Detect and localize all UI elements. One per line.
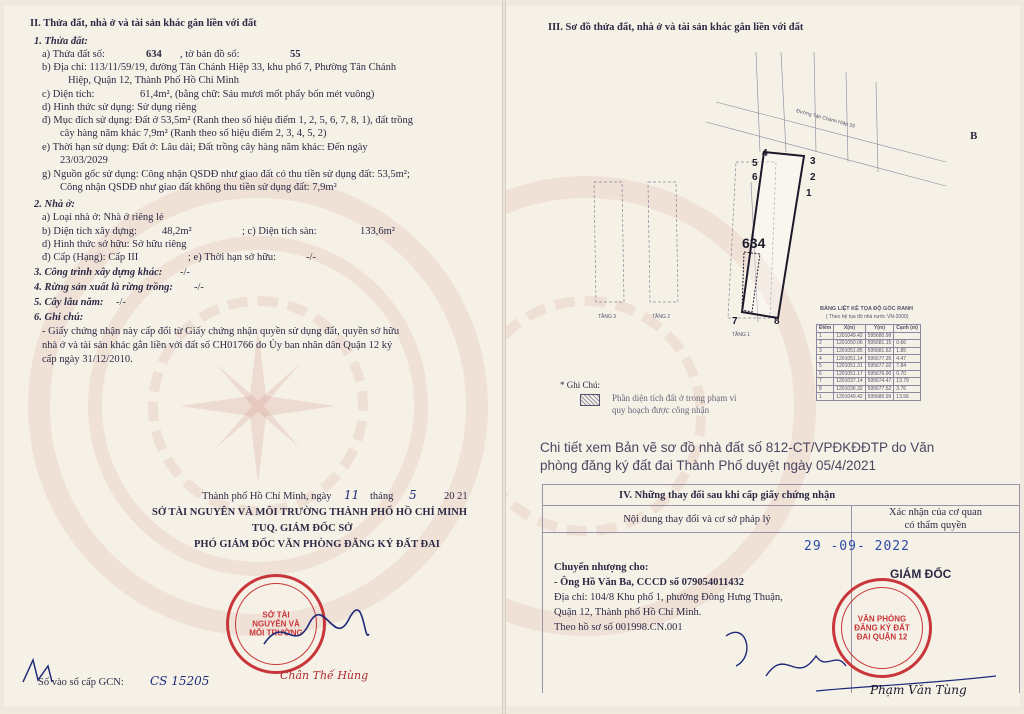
issue-date-prefix: Thành phố Hồ Chí Minh, ngày [202,491,332,502]
coord-row [817,347,921,355]
floor-area-label: ; c) Diện tích sàn: [242,226,317,237]
director-title: GIÁM ĐỐC [890,567,952,581]
parcel-number: 634 [146,49,162,60]
coord-cell: 595677.02 [865,362,894,370]
signature-left [254,604,374,664]
coord-row [817,340,921,348]
coord-cell: 595677.52 [865,385,894,393]
section3-title: III. Sơ đồ thửa đất, nhà ở và tài sản khác gắn liền với đất [548,22,804,33]
forest-label: 4. Rừng sản xuất là rừng trồng: [34,282,173,293]
section2-title: II. Thửa đất, nhà ở và tài sản khác gắn liền với đất [30,18,257,29]
stamp-text: SỞ TÀI NGUYÊN VÀ MÔI TRƯỜNG [249,610,303,638]
coord-cell: 1 [817,393,834,401]
note-label: * Ghi Chú: [560,380,601,390]
road-label: Đường Tân Chánh Hiệp 33 [795,108,856,130]
note-line2: nhà ở và tài sản khác gắn liền với đất số CH01766 do Ủy ban nhân dân Quận 12 ký [42,340,393,351]
authority-line2: TUQ. GIÁM ĐỐC SỞ [252,523,353,534]
coord-cell: 1201051.85 [834,347,865,355]
site-diagram [546,52,946,342]
other-construction-value: -/- [180,267,190,278]
point-6: 6 [752,172,758,183]
point-4: 4 [762,148,768,159]
note-text-line1: Phần diện tích đất ở trong phạm vi [612,393,737,403]
register-value: CS 15205 [150,674,210,688]
coord-row [817,378,921,386]
coord-table-title: BẢNG LIỆT KÊ TỌA ĐỘ GÓC RANH [820,306,913,312]
coord-table-body [817,332,921,400]
coord-cell: 1201036.32 [834,385,865,393]
coord-table-subtitle: ( Theo hệ tọa độ nhà nước VN-2000) [826,314,909,320]
changes-col2-header-line2: có thẩm quyền [904,520,967,531]
coord-cell: 595680.99 [865,332,894,340]
coord-row [817,370,921,378]
point-7: 7 [732,316,738,327]
coord-row [817,362,921,370]
note-line1: - Giấy chứng nhận này cấp đổi từ Giấy chứng nhận quyền sử dụng đất, quyền sở hữu [42,326,400,337]
coord-cell: 0.66 [894,340,921,348]
change-line4: Quận 12, Thành phố Hồ Chí Minh. [554,607,702,618]
address-line1: b) Địa chỉ: 113/11/59/19, đường Tân Chánh Hiệp 33, khu phố 7, Phường Tân Chánh [42,62,397,73]
change-line1: Chuyển nhượng cho: [554,562,649,573]
b-mark: B [970,130,978,142]
build-area-value: 48,2m² [162,226,192,237]
change-date-stamp: 29 -09- 2022 [804,539,910,554]
point-2: 2 [810,172,816,183]
issue-year: 20 21 [444,491,468,502]
point-8: 8 [774,316,780,327]
origin-line2: Công nhận QSDĐ như giao đất không thu tiền sử dụng đất: 7,9m² [60,182,337,193]
coord-row [817,355,921,363]
coord-cell: 595676.90 [865,370,894,378]
floor-area-value: 133,6m² [360,226,395,237]
left-page [4,6,502,706]
usage-term-line2: 23/03/2029 [60,155,108,166]
authority-line1: SỞ TÀI NGUYÊN VÀ MÔI TRƯỜNG THÀNH PHỐ HỒ CHÍ MINH [152,507,468,518]
coord-cell: 3 [817,347,834,355]
changes-col1-header: Nội dung thay đổi và cơ sở pháp lý [543,506,852,533]
perennial-value: -/- [116,297,126,308]
address-line2: Hiệp, Quận 12, Thành Phố Hồ Chí Minh [68,75,240,86]
usage-form: d) Hình thức sử dụng: Sử dụng riêng [42,102,197,113]
area-value: 61,4m², (bằng chữ: Sáu mươi mốt phẩy bốn mét vuông) [140,89,375,100]
ownership-form: d) Hình thức sở hữu: Sở hữu riêng [42,239,187,250]
house-title: 2. Nhà ở: [34,199,75,210]
ownership-term-value: -/- [306,252,316,263]
point-3: 3 [810,156,816,167]
detail-line1: Chi tiết xem Bản vẽ sơ đồ nhà đất số 812-CT/VPĐKĐĐTP do Văn [540,440,935,455]
note-line3: cấp ngày 31/12/2010. [42,354,133,365]
ownership-term-label: ; e) Thời hạn sở hữu: [188,252,277,263]
change-line2: - Ông Hồ Văn Ba, CCCD số 079054011432 [554,577,744,588]
detail-line2: phòng đăng ký đất đai Thành Phố duyệt ngày 05/4/2021 [540,458,877,473]
coord-cell: 1201049.42 [834,393,865,401]
coord-row [817,385,921,393]
point-5: 5 [752,158,758,169]
coord-row [817,332,921,340]
coord-cell: 595681.15 [865,340,894,348]
register-label: Số vào sổ cấp GCN: [38,677,124,688]
coord-cell: 7.84 [894,362,921,370]
coord-cell: 2 [817,340,834,348]
coord-cell: 13.56 [894,393,921,401]
usage-purpose-line1: đ) Mục đích sử dụng: Đất ở 53,5m² (Ranh theo số hiệu điểm 1, 2, 5, 6, 7, 8, 1), đất trồng [42,115,414,126]
authority-line3: PHÓ GIÁM ĐỐC VĂN PHÒNG ĐĂNG KÝ ĐẤT ĐAI [194,539,440,550]
coord-cell: 4 [817,355,834,363]
coord-cell: 1201051.31 [834,362,865,370]
right-page [506,6,1020,706]
changes-col2-header-line1: Xác nhận của cơ quan [888,507,982,518]
floor-label-3: TẦNG 3 [598,314,617,320]
parcel-number-diagram: 634 [742,235,766,251]
coord-cell: 4.47 [894,355,921,363]
coord-header-y: Y(m) [865,325,894,333]
signer-name: Chân Thế Hùng [280,669,369,682]
changes-col2-header [852,506,1020,533]
coord-cell: 6 [817,370,834,378]
map-label: , tờ bản đồ số: [180,49,240,60]
issue-day: 11 [344,488,360,502]
coord-cell: 595677.35 [865,355,894,363]
coord-row [817,393,921,401]
note-hatch-legend [580,394,600,406]
coord-cell: 13.79 [894,378,921,386]
point-1: 1 [806,188,812,199]
issue-month: 5 [409,488,417,502]
usage-purpose-line2: cây hàng năm khác 7,9m² (Ranh theo số hiệu điểm 2, 3, 4, 5, 2) [60,128,327,139]
coord-cell: 1201049.42 [834,332,865,340]
coord-cell: 8 [817,385,834,393]
house-type: a) Loại nhà ở: Nhà ở riêng lẻ [42,212,164,223]
coord-cell: 1201037.14 [834,378,865,386]
other-construction-label: 3. Công trình xây dựng khác: [34,267,163,278]
coord-cell: 1.85 [894,347,921,355]
coord-cell [894,332,921,340]
section4-title: IV. Những thay đổi sau khi cấp giấy chứng nhận [543,485,1020,506]
coord-header-point: Điểm [817,325,834,333]
coord-cell: 7 [817,378,834,386]
floor-label-1: TẦNG 1 [732,332,751,338]
coord-table [816,324,921,401]
coord-cell: 595681.62 [865,347,894,355]
floor-label-2: TẦNG 2 [652,314,671,320]
signer2-name: Phạm Văn Tùng [870,683,967,697]
coord-cell: 0.70 [894,370,921,378]
usage-term-line1: e) Thời hạn sử dụng: Đất ở: Lâu dài; Đất trồng cây hàng năm khác: Đến ngày [42,142,368,153]
coord-header-x: X(m) [834,325,865,333]
map-number: 55 [290,49,301,60]
note-text-line2: quy hoạch được công nhận [612,405,710,415]
issue-month-label: tháng [370,491,394,502]
perennial-label: 5. Cây lâu năm: [34,297,104,308]
house-grade: đ) Cấp (Hạng): Cấp III [42,252,139,263]
change-line5: Theo hồ sơ số 001998.CN.001 [554,622,683,633]
notes-label: 6. Ghi chú: [34,312,84,323]
forest-value: -/- [194,282,204,293]
coord-cell: 595680.99 [865,393,894,401]
coord-cell: 1 [817,332,834,340]
build-area-label: b) Diện tích xây dựng: [42,226,137,237]
coord-header-edge: Cạnh (m) [894,325,921,333]
parcel-label: a) Thửa đất số: [42,49,105,60]
change-line3: Địa chỉ: 104/8 Khu phố 1, phường Đông Hưng Thuận, [554,592,783,603]
land-title: 1. Thửa đất: [34,36,88,47]
origin-line1: g) Nguồn gốc sử dụng: Công nhận QSDĐ như giao đất có thu tiền sử dụng đất: 53,5m²; [42,169,410,180]
coord-cell: 1201050.06 [834,340,865,348]
stamp2-text: VĂN PHÒNG ĐĂNG KÝ ĐẤT ĐAI QUẬN 12 [854,614,910,642]
coord-cell: 595674.47 [865,378,894,386]
coord-cell: 1201051.14 [834,355,865,363]
coord-cell: 5 [817,362,834,370]
area-label: c) Diện tích: [42,89,95,100]
coord-cell: 3.76 [894,385,921,393]
coord-cell: 1201051.17 [834,370,865,378]
